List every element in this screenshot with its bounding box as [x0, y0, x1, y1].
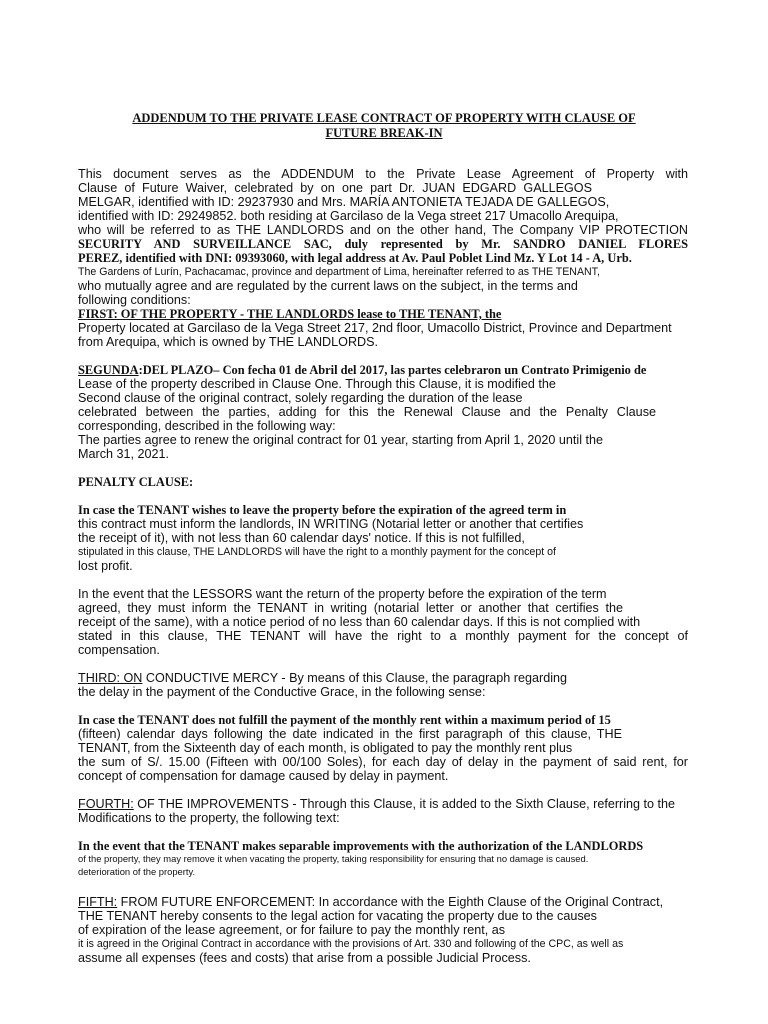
- lessors-paragraph-line: compensation.: [78, 643, 160, 657]
- fourth-clause-bold-line: In the event that the TENANT makes separable improvements with the authorization of the LANDLORDS: [78, 839, 644, 853]
- fourth-clause-heading: [78, 797, 675, 811]
- fifth-clause-line: THE TENANT hereby consents to the legal action for vacating the property due to the causes: [78, 909, 597, 923]
- intro-line: MELGAR, identified with ID: 29237930 and Mrs. MARÍA ANTONIETA TEJADA DE GALLEGOS,: [78, 195, 610, 209]
- penalty-clause-line: this contract must inform the landlords, IN WRITING (Notarial letter or another that certifies: [78, 517, 584, 531]
- second-clause-line: Lease of the property described in Clause One. Through this Clause, it is modified the: [78, 377, 556, 391]
- penalty-clause-heading: PENALTY CLAUSE:: [78, 475, 194, 489]
- second-clause-line: Second clause of the original contract, solely regarding the duration of the lease: [78, 391, 523, 405]
- lessors-paragraph-line: stated in this clause, THE TENANT will have the right to a monthly payment for the concept of: [78, 629, 688, 643]
- intro-line: who mutually agree and are regulated by the current laws on the subject, in the terms and: [78, 279, 578, 293]
- lessors-paragraph-line: In the event that the LESSORS want the return of the property before the expiration of the term: [78, 587, 607, 601]
- fifth-clause-heading: [78, 895, 663, 909]
- first-clause-heading: FIRST: OF THE PROPERTY - THE LANDLORDS lease to THE TENANT, the: [78, 307, 502, 321]
- intro-line: Clause of Future Waiver, celebrated by on one part Dr. JUAN EDGARD GALLEGOS: [78, 181, 592, 195]
- third-clause-heading-text: CONDUCTIVE MERCY - By means of this Clause, the paragraph regarding: [142, 671, 568, 685]
- penalty-clause-bold-line: In case the TENANT wishes to leave the property before the expiration of the agreed term in: [78, 503, 567, 517]
- fifth-clause-line: it is agreed in the Original Contract in accordance with the provisions of Art. 330 and following of the CPC, as well as: [78, 938, 624, 950]
- document-title: [78, 111, 690, 141]
- title-line-1: ADDENDUM TO THE PRIVATE LEASE CONTRACT OF PROPERTY WITH CLAUSE OF: [132, 111, 636, 125]
- intro-line: The Gardens of Lurín, Pachacamac, province and department of Lima, hereinafter referred to as THE TENANT,: [78, 266, 600, 278]
- intro-line: who will be referred to as THE LANDLORDS and on the other hand, The Company VIP PROTECTION: [78, 223, 688, 237]
- fifth-clause-heading-text: FROM FUTURE ENFORCEMENT: In accordance with the Eighth Clause of the Original Contract,: [117, 895, 664, 909]
- third-clause-bold-line: In case the TENANT does not fulfill the payment of the monthly rent within a maximum period of 15: [78, 713, 611, 727]
- fifth-clause-line: of expiration of the lease agreement, or for failure to pay the monthly rent, as: [78, 923, 506, 937]
- second-clause-heading-text: :DEL PLAZO– Con fecha 01 de Abril del 2017, las partes celebraron un Contrato Primigenio de: [138, 363, 647, 377]
- fourth-clause-line: Modifications to the property, the following text:: [78, 811, 340, 825]
- intro-line: identified with ID: 29249852. both residing at Garcilaso de la Vega street 217 Umacollo Arequipa,: [78, 209, 619, 223]
- second-clause-line: The parties agree to renew the original contract for 01 year, starting from April 1, 2020 until the: [78, 433, 604, 447]
- fourth-clause-heading-text: OF THE IMPROVEMENTS - Through this Clause, it is added to the Sixth Clause, referring to the: [133, 797, 676, 811]
- third-clause-line: concept of compensation for damage caused by delay in payment.: [78, 769, 449, 783]
- fourth-clause-label: FOURTH:: [78, 797, 134, 811]
- title-line-2: FUTURE BREAK-IN: [325, 126, 443, 140]
- third-clause-line: the sum of S/. 15.00 (Fifteen with 00/100 Soles), for each day of delay in the payment of said rent, for: [78, 755, 688, 769]
- first-clause-line: Property located at Garcilaso de la Vega Street 217, 2nd floor, Umacollo District, Province and Department: [78, 321, 672, 335]
- second-clause-label: SEGUNDA: [78, 363, 139, 377]
- penalty-clause-line: stipulated in this clause, THE LANDLORDS will have the right to a monthly payment for the concept of: [78, 546, 556, 558]
- fourth-clause-small-line: of the property, they may remove it when vacating the property, taking responsibility for ensuring that no damage is caused.: [78, 853, 589, 864]
- intro-line-bold: PEREZ, identified with DNI: 09393060, with legal address at Av. Paul Poblet Lind Mz. Y Lot 14 - A, Urb.: [78, 251, 632, 265]
- fifth-clause-label: FIFTH:: [78, 895, 118, 909]
- third-clause-line: TENANT, from the Sixteenth day of each month, is obligated to pay the monthly rent plus: [78, 741, 573, 755]
- third-clause-label: THIRD: ON: [78, 671, 143, 685]
- third-clause-line: the delay in the payment of the Conductive Grace, in the following sense:: [78, 685, 486, 699]
- fourth-clause-small-line: deterioration of the property.: [78, 866, 196, 877]
- intro-line-bold: SECURITY AND SURVEILLANCE SAC, duly represented by Mr. SANDRO DANIEL FLORES: [78, 237, 688, 251]
- penalty-clause-line: the receipt of it), with not less than 60 calendar days' notice. If this is not fulfilled,: [78, 531, 525, 545]
- second-clause-line: corresponding, described in the following way:: [78, 419, 336, 433]
- first-clause-line: from Arequipa, which is owned by THE LANDLORDS.: [78, 335, 379, 349]
- third-clause-heading: [78, 671, 567, 685]
- fifth-clause-line: assume all expenses (fees and costs) that arise from a possible Judicial Process.: [78, 951, 531, 965]
- second-clause-line: celebrated between the parties, adding for this the Renewal Clause and the Penalty Clause: [78, 405, 656, 419]
- intro-line: following conditions:: [78, 293, 191, 307]
- lessors-paragraph-line: agreed, they must inform the TENANT in writing (notarial letter or another that certifies the: [78, 601, 623, 615]
- lessors-paragraph-line: receipt of the same), with a notice period of no less than 60 calendar days. If this is not complied with: [78, 615, 641, 629]
- intro-line: This document serves as the ADDENDUM to the Private Lease Agreement of Property with: [78, 167, 688, 181]
- penalty-clause-line: lost profit.: [78, 559, 133, 573]
- second-clause-line: March 31, 2021.: [78, 447, 170, 461]
- third-clause-line: (fifteen) calendar days following the date indicated in the first paragraph of this clause, THE: [78, 727, 622, 741]
- second-clause-heading: [78, 363, 646, 377]
